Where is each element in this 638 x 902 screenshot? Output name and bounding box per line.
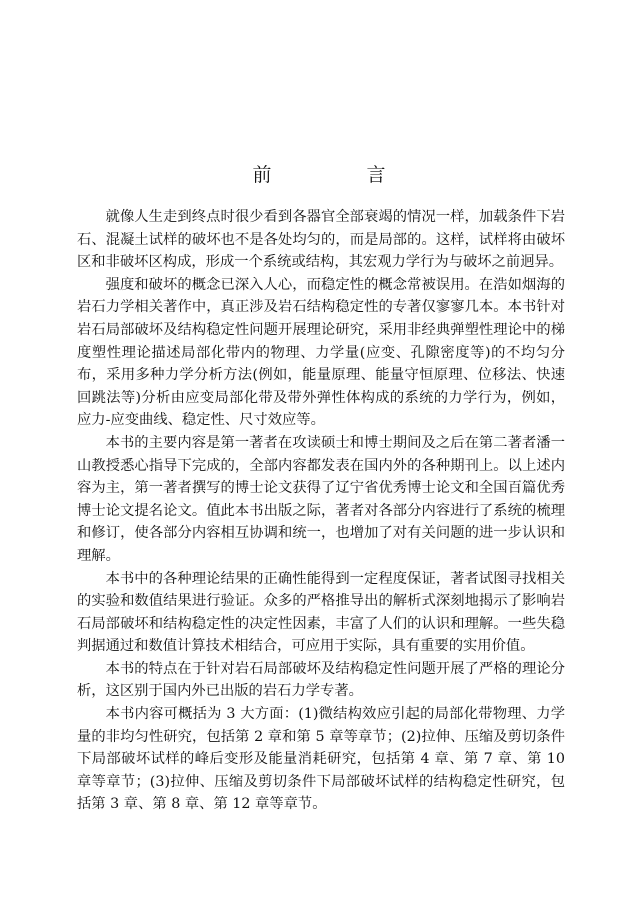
paragraph: 就像人生走到终点时很少看到各器官全部衰竭的情况一样，加载条件下岩石、混凝土试样的破坏也不是各处均匀的，而是局部的。这样，试样将由破坏区和非破坏区构成，形成一个系统或结构，其宏观力学行为与破坏之前迥异。 (77, 209, 565, 271)
paragraph: 强度和破坏的概念已深入人心，而稳定性的概念常被误用。在浩如烟海的岩石力学相关著作中，真正涉及岩石结构稳定性的专著仅寥寥几本。本书针对岩石局部破坏及结构稳定性问题开展理论研究，采用非经典弹塑性理论中的梯度塑性理论描述局部化带内的物理、力学量(应变、孔隙密度等)的不均匀分布，采用多种力学分析方法(例如，能量原理、能量守恒原理、位移法、快速回跳法等)分析由应变局部化带及带外弹性体构成的系统的力学行为，例如，应力-应变曲线、稳定性、尺寸效应等。 (77, 276, 565, 429)
preface-body (77, 206, 565, 816)
page-title: 前 言 (252, 164, 424, 186)
paragraph: 本书的主要内容是第一著者在攻读硕士和博士期间及之后在第二著者潘一山教授悉心指导下完成的，全部内容都发表在国内外的各种期刊上。以上述内容为主，第一著者撰写的博士论文获得了辽宁省优秀博士论文和全国百篇优秀博士论文提名论文。值此本书出版之际，著者对各部分内容进行了系统的梳理和修订，使各部分内容相互协调和统一，也增加了对有关问题的进一步认识和理解。 (77, 434, 565, 564)
paragraph: 本书中的各种理论结果的正确性能得到一定程度保证，著者试图寻找相关的实验和数值结果进行验证。众多的严格推导出的解析式深刻地揭示了影响岩石局部破坏和结构稳定性的决定性因素，丰富了人们的认识和理解。一些失稳判据通过和数值计算技术相结合，可应用于实际，具有重要的实用价值。 (77, 570, 565, 655)
paragraph: 本书内容可概括为 3 大方面：(1)微结构效应引起的局部化带物理、力学量的非均匀性研究，包括第 2 章和第 5 章等章节；(2)拉伸、压缩及剪切条件下局部破坏试样的峰后变形及能量消耗研究，包括第 4 章、第 7 章、第 10 章等章节；(3)拉伸、压缩及剪切条件下局部破坏试样的结构稳定性研究，包括第 3 章、第 8 章、第 12 章等章节。 (77, 706, 565, 813)
paragraph: 本书的特点在于针对岩石局部破坏及结构稳定性问题开展了严格的理论分析，这区别于国内外已出版的岩石力学专著。 (77, 660, 565, 700)
